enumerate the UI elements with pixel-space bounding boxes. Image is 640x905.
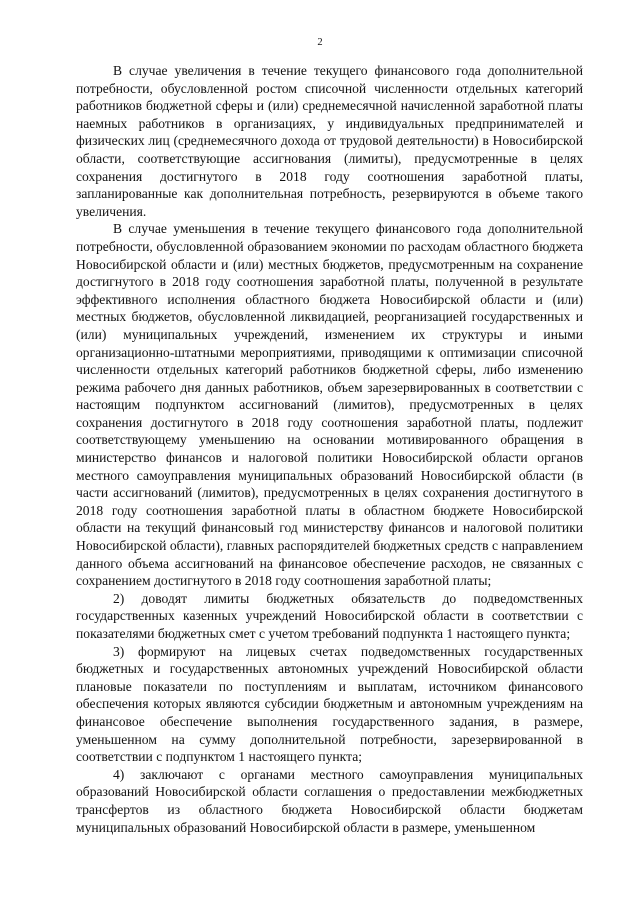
document-body	[76, 62, 583, 836]
paragraph-item-3: 3) формируют на лицевых счетах подведомственных государственных бюджетных и государственных автономных учреждений Новосибирской области плановые показатели по поступлениям и выплатам, источником финансового обеспечения которых являются субсидии бюджетным и автономным учреждениям на финансовое обеспечение выполнения государственного задания, в размере, уменьшенном на сумму дополнительной потребности, зарезервированной в соответствии с подпунктом 1 настоящего пункта;	[76, 643, 583, 765]
paragraph-decrease-case: В случае уменьшения в течение текущего финансового года дополнительной потребности, обусловленной образованием экономии по расходам областного бюджета Новосибирской области и (или) местных бюджетов, предусмотренным на сохранение достигнутого в 2018 году соотношения заработной платы, полученной в результате эффективного исполнения областного бюджета Новосибирской области и (или) местных бюджетов, обусловленной ликвидацией, реорганизацией государственных и (или) муниципальных учреждений, изменением их структуры и иными организационно-штатными мероприятиями, приводящими к оптимизации списочной численности отдельных категорий работников бюджетной сферы, либо изменению режима рабочего дня данных работников, объем зарезервированных в соответствии с настоящим подпунктом ассигнований (лимитов), предусмотренных в целях сохранения достигнутого в 2018 году соотношения заработной платы, подлежит соответствующему уменьшению на основании мотивированного обращения в министерство финансов и налоговой политики Новосибирской области органов местного самоуправления муниципальных образований Новосибирской области (в части ассигнований (лимитов), предусмотренных в целях сохранения достигнутого в 2018 году соотношения заработной платы в областном бюджете Новосибирской области на текущий финансовый год министерству финансов и налоговой политики Новосибирской области), главных распорядителей бюджетных средств с направлением данного объема ассигнований на финансовое обеспечение расходов, не связанных с сохранением достигнутого в 2018 году соотношения заработной платы;	[76, 221, 583, 589]
paragraph-increase-case: В случае увеличения в течение текущего финансового года дополнительной потребности, обусловленной ростом списочной численности отдельных категорий работников бюджетной сферы и (или) среднемесячной начисленной заработной платы наемных работников в организациях, у индивидуальных предпринимателей и физических лиц (среднемесячного дохода от трудовой деятельности) в Новосибирской области, соответствующие ассигнования (лимиты), предусмотренные в целях сохранения достигнутого в 2018 году соотношения заработной платы, запланированные как дополнительная потребность, резервируются в объеме такого увеличения.	[76, 63, 583, 219]
page-number: 2	[317, 37, 323, 48]
paragraph-item-4: 4) заключают с органами местного самоуправления муниципальных образований Новосибирской области соглашения о предоставлении межбюджетных трансфертов из областного бюджета Новосибирской области бюджетам муниципальных образований Новосибирской области в размере, уменьшенном	[76, 766, 583, 835]
paragraph-item-2: 2) доводят лимиты бюджетных обязательств до подведомственных государственных казенных учреждений Новосибирской области в соответствии с показателями бюджетных смет с учетом требований подпункта 1 настоящего пункта;	[76, 590, 583, 641]
